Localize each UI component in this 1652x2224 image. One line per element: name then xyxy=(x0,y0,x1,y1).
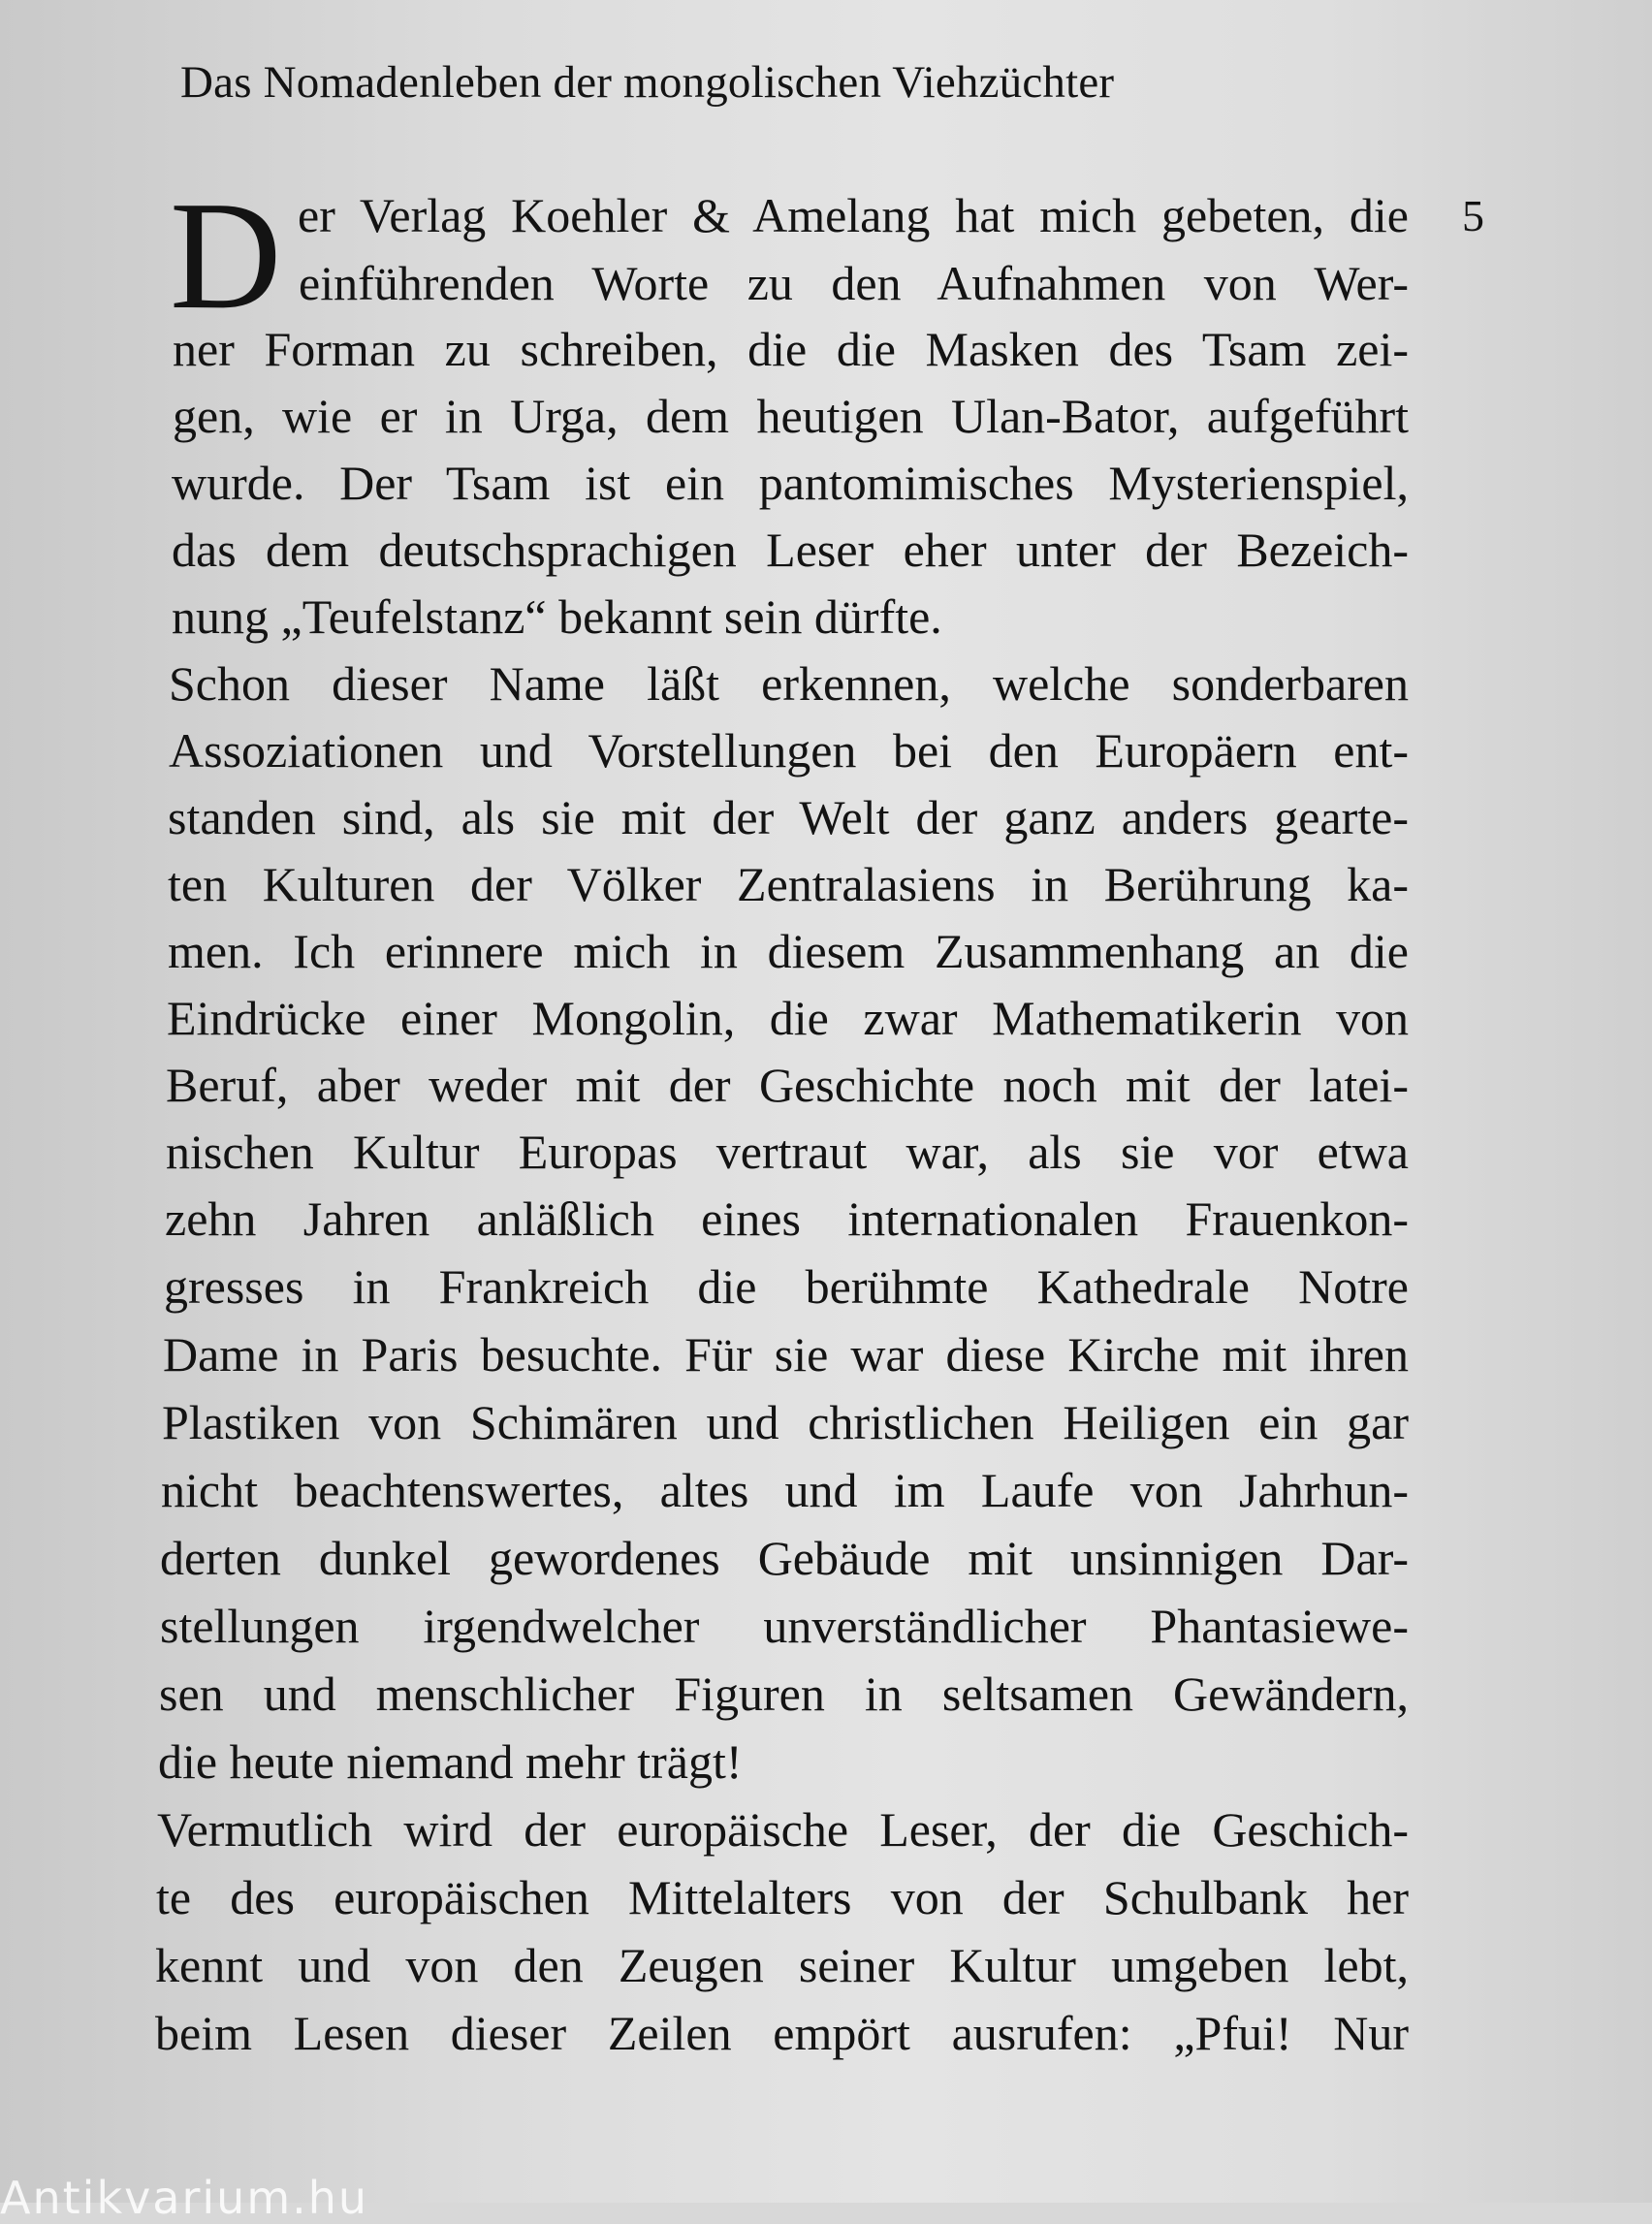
text-line: Assoziationen und Vorstellungen bei den Europäern ent- xyxy=(169,723,1409,778)
text-line: te des europäischen Mittelalters von der Schulbank her xyxy=(156,1870,1409,1924)
text-line: derten dunkel gewordenes Gebäude mit unsinnigen Dar- xyxy=(160,1531,1409,1585)
text-line: wurde. Der Tsam ist ein pantomimisches Mysterienspiel, xyxy=(172,456,1409,510)
text-line: standen sind, als sie mit der Welt der ganz anders gearte- xyxy=(168,790,1409,844)
text-line: Beruf, aber weder mit der Geschichte noch mit der latei- xyxy=(166,1058,1409,1112)
text-line: kennt und von den Zeugen seiner Kultur umgeben lebt, xyxy=(155,1938,1409,1992)
text-line: beim Lesen dieser Zeilen empört ausrufen: „Pfui! Nur xyxy=(155,2006,1409,2060)
text-line: stellungen irgendwelcher unverständlicher Phantasiewe- xyxy=(160,1599,1409,1653)
text-line: die heute niemand mehr trägt! xyxy=(158,1734,743,1789)
running-header: Das Nomadenleben der mongolischen Viehzüchter xyxy=(180,57,1115,108)
text-line: Eindrücke einer Mongolin, die zwar Mathematikerin von xyxy=(167,991,1409,1045)
text-line: nung „Teufelstanz“ bekannt sein dürfte. xyxy=(172,589,942,644)
text-line: ner Forman zu schreiben, die die Masken des Tsam zei- xyxy=(173,322,1409,376)
text-line: einführenden Worte zu den Aufnahmen von Wer- xyxy=(299,256,1409,310)
text-line: nicht beachtenswertes, altes und im Laufe von Jahrhun- xyxy=(161,1463,1409,1517)
text-line: zehn Jahren anläßlich eines internationalen Frauenkon- xyxy=(165,1191,1409,1246)
text-line: ten Kulturen der Völker Zentralasiens in Berührung ka- xyxy=(168,857,1409,911)
text-line: nischen Kultur Europas vertraut war, als sie vor etwa xyxy=(166,1125,1409,1179)
text-line: Schon dieser Name läßt erkennen, welche sonderbaren xyxy=(169,656,1409,711)
drop-cap: D xyxy=(170,169,282,341)
text-line: gen, wie er in Urga, dem heutigen Ulan-Bator, aufgeführt xyxy=(173,389,1409,443)
text-line: men. Ich erinnere mich in diesem Zusammenhang an die xyxy=(168,924,1409,978)
text-line: Vermutlich wird der europäische Leser, der die Geschich- xyxy=(157,1802,1409,1857)
text-line: sen und menschlicher Figuren in seltsamen Gewändern, xyxy=(159,1667,1409,1721)
text-line: gresses in Frankreich die berühmte Kathedrale Notre xyxy=(164,1259,1409,1314)
text-line: Plastiken von Schimären und christlichen Heiligen ein gar xyxy=(162,1395,1409,1449)
text-line: er Verlag Koehler & Amelang hat mich gebeten, die xyxy=(298,188,1409,242)
watermark: Antikvarium.hu xyxy=(0,2172,369,2224)
text-line: Dame in Paris besuchte. Für sie war diese Kirche mit ihren xyxy=(163,1327,1409,1382)
text-line: das dem deutschsprachigen Leser eher unter der Bezeich- xyxy=(172,523,1409,577)
page-number: 5 xyxy=(1462,191,1484,240)
